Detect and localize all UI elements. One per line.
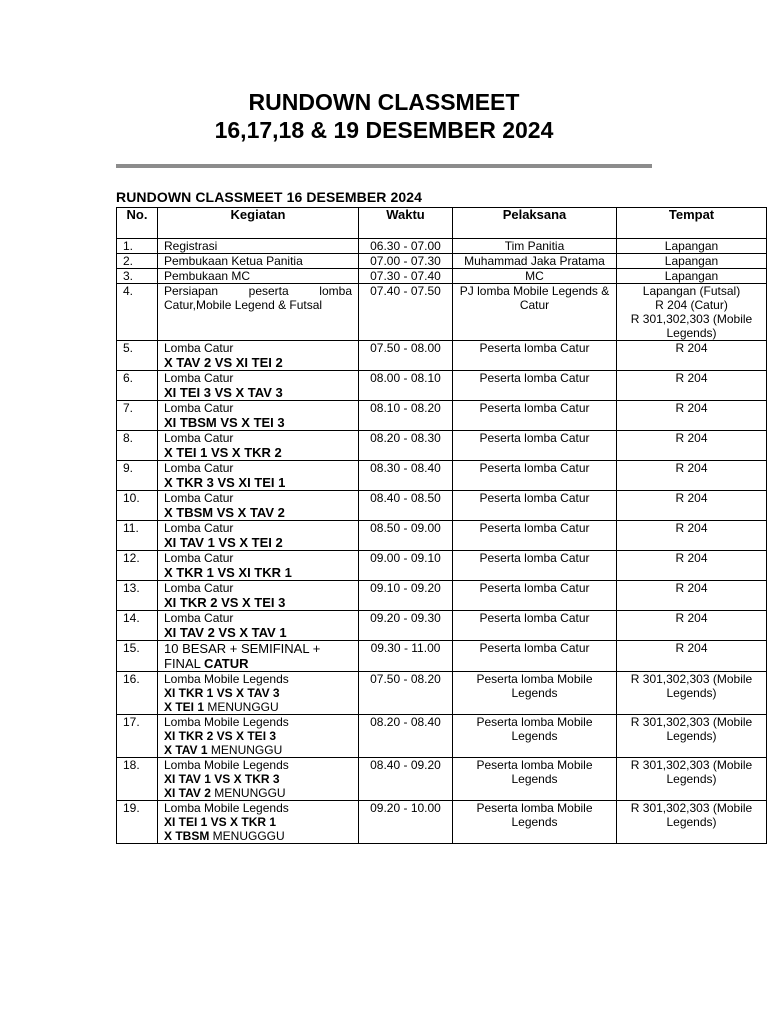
venue-line: Lapangan (Futsal) <box>642 284 741 298</box>
venue-cell: R 204 <box>617 491 767 521</box>
activity-cell <box>158 758 359 801</box>
match-pairing: X TKR 3 VS XI TEI 1 <box>164 475 286 490</box>
activity-label: Lomba Catur <box>164 491 234 505</box>
activity-cell <box>158 341 359 371</box>
activity-label: Lomba Catur <box>164 401 234 415</box>
venue-cell: R 204 <box>617 641 767 672</box>
time-cell: 09.30 - 11.00 <box>359 641 453 672</box>
venue-cell: Lapangan <box>617 254 767 269</box>
row-number: 19. <box>117 801 158 844</box>
activity-cell <box>158 431 359 461</box>
venue-cell: R 301,302,303 (Mobile Legends) <box>617 758 767 801</box>
waiting-team-name: XI TAV 2 <box>164 786 211 800</box>
match-pairing: XI TKR 2 VS X TEI 3 <box>164 729 277 743</box>
table-row <box>117 401 767 431</box>
venue-cell: R 204 <box>617 611 767 641</box>
row-number: 6. <box>117 371 158 401</box>
table-row <box>117 581 767 611</box>
time-cell: 07.00 - 07.30 <box>359 254 453 269</box>
time-cell: 08.20 - 08.30 <box>359 431 453 461</box>
organizer-cell: Peserta lomba Catur <box>453 431 617 461</box>
document-title: RUNDOWN CLASSMEET <box>248 89 520 115</box>
match-pairing: X TEI 1 VS X TKR 2 <box>164 445 282 460</box>
row-number: 1. <box>117 239 158 254</box>
match-pairing: XI TAV 1 VS X TKR 3 <box>164 772 280 786</box>
venue-cell: Lapangan <box>617 239 767 254</box>
activity-cell <box>158 521 359 551</box>
activity-label: Lomba Catur <box>164 371 234 385</box>
organizer-cell: Peserta lomba Catur <box>453 521 617 551</box>
time-cell: 08.40 - 08.50 <box>359 491 453 521</box>
row-number: 2. <box>117 254 158 269</box>
waiting-team-name: X TEI 1 <box>164 700 205 714</box>
organizer-cell: Tim Panitia <box>453 239 617 254</box>
time-cell: 09.10 - 09.20 <box>359 581 453 611</box>
venue-cell: Lapangan <box>617 269 767 284</box>
venue-cell: R 301,302,303 (Mobile Legends) <box>617 672 767 715</box>
table-row <box>117 491 767 521</box>
waiting-label: MENUGGGU <box>209 829 285 843</box>
table-row <box>117 801 767 844</box>
activity-cell <box>158 491 359 521</box>
organizer-cell: Peserta lomba Catur <box>453 341 617 371</box>
match-pairing: X TBSM VS X TAV 2 <box>164 505 285 520</box>
row-number: 3. <box>117 269 158 284</box>
row-number: 8. <box>117 431 158 461</box>
table-row <box>117 341 767 371</box>
activity-cell <box>158 672 359 715</box>
table-row <box>117 371 767 401</box>
venue-cell: R 204 <box>617 401 767 431</box>
organizer-cell: Peserta lomba Mobile Legends <box>453 758 617 801</box>
match-pairing: XI TEI 3 VS X TAV 3 <box>164 385 283 400</box>
activity-cell <box>158 641 359 672</box>
table-row <box>117 715 767 758</box>
waiting-team <box>164 743 352 757</box>
activity-cell <box>158 401 359 431</box>
activity-label: Lomba Catur <box>164 461 234 475</box>
activity-label: Lomba Catur <box>164 521 234 535</box>
time-cell: 08.50 - 09.00 <box>359 521 453 551</box>
activity-cell: Pembukaan Ketua Panitia <box>158 254 359 269</box>
waiting-team <box>164 829 352 843</box>
table-row <box>117 431 767 461</box>
match-pairing: XI TBSM VS X TEI 3 <box>164 415 285 430</box>
venue-cell: R 204 <box>617 581 767 611</box>
waiting-team-name: X TAV 1 <box>164 743 208 757</box>
organizer-cell: MC <box>453 269 617 284</box>
time-cell: 08.10 - 08.20 <box>359 401 453 431</box>
venue-cell: R 204 <box>617 551 767 581</box>
rundown-table <box>116 207 767 844</box>
time-cell: 07.40 - 07.50 <box>359 284 453 341</box>
activity-label: 10 BESAR + SEMIFINAL + <box>164 641 321 656</box>
venue-cell: R 204 <box>617 521 767 551</box>
activity-label: Lomba Mobile Legends <box>164 715 289 729</box>
activity-label: Lomba Catur <box>164 611 234 625</box>
table-row <box>117 758 767 801</box>
table-row <box>117 611 767 641</box>
venue-cell: R 204 <box>617 371 767 401</box>
venue-cell: R 301,302,303 (Mobile Legends) <box>617 715 767 758</box>
time-cell: 08.30 - 08.40 <box>359 461 453 491</box>
organizer-cell: Peserta lomba Catur <box>453 371 617 401</box>
organizer-cell: Peserta lomba Catur <box>453 551 617 581</box>
activity-cell: Persiapan peserta lomba Catur,Mobile Legend & Futsal <box>158 284 359 341</box>
table-row <box>117 239 767 254</box>
column-header-pelaksana: Pelaksana <box>453 208 617 239</box>
row-number: 10. <box>117 491 158 521</box>
time-cell: 09.20 - 09.30 <box>359 611 453 641</box>
column-header-kegiatan: Kegiatan <box>158 208 359 239</box>
time-cell: 08.00 - 08.10 <box>359 371 453 401</box>
row-number: 13. <box>117 581 158 611</box>
organizer-cell: Peserta lomba Catur <box>453 401 617 431</box>
activity-label-continued <box>164 656 352 671</box>
venue-line: R 301,302,303 (Mobile Legends) <box>630 312 753 340</box>
waiting-label: MENUNGGU <box>204 700 279 714</box>
match-pairing: XI TKR 1 VS X TAV 3 <box>164 686 280 700</box>
table-header-row <box>117 208 767 239</box>
table-row <box>117 672 767 715</box>
time-cell: 09.00 - 09.10 <box>359 551 453 581</box>
activity-cell <box>158 611 359 641</box>
table-row <box>117 284 767 341</box>
row-number: 7. <box>117 401 158 431</box>
activity-cell: Registrasi <box>158 239 359 254</box>
organizer-cell: Peserta lomba Mobile Legends <box>453 715 617 758</box>
activity-cell <box>158 551 359 581</box>
organizer-cell: Peserta lomba Catur <box>453 461 617 491</box>
activity-label: Lomba Catur <box>164 581 234 595</box>
activity-cell <box>158 371 359 401</box>
time-cell: 08.20 - 08.40 <box>359 715 453 758</box>
activity-label-plain: FINAL <box>164 656 204 671</box>
table-row <box>117 461 767 491</box>
time-cell: 07.50 - 08.00 <box>359 341 453 371</box>
section-heading: RUNDOWN CLASSMEET 16 DESEMBER 2024 <box>116 189 423 205</box>
time-cell: 08.40 - 09.20 <box>359 758 453 801</box>
match-pairing: X TKR 1 VS XI TKR 1 <box>164 565 292 580</box>
activity-label: Lomba Mobile Legends <box>164 758 289 772</box>
organizer-cell: Peserta lomba Mobile Legends <box>453 801 617 844</box>
waiting-label: MENUNGGU <box>210 786 286 800</box>
waiting-team <box>164 786 352 800</box>
activity-cell <box>158 801 359 844</box>
activity-label: Lomba Mobile Legends <box>164 801 289 815</box>
activity-cell <box>158 715 359 758</box>
match-pairing: XI TKR 2 VS X TEI 3 <box>164 595 286 610</box>
activity-label: Lomba Catur <box>164 431 234 445</box>
match-pairing: XI TEI 1 VS X TKR 1 <box>164 815 277 829</box>
venue-cell: R 301,302,303 (Mobile Legends) <box>617 801 767 844</box>
table-row <box>117 269 767 284</box>
activity-cell <box>158 581 359 611</box>
waiting-team <box>164 700 352 714</box>
venue-cell: R 204 <box>617 341 767 371</box>
time-cell: 07.50 - 08.20 <box>359 672 453 715</box>
activity-label-bold: CATUR <box>203 656 249 671</box>
venue-cell: R 204 <box>617 461 767 491</box>
organizer-cell: Muhammad Jaka Pratama <box>453 254 617 269</box>
activity-label: Lomba Catur <box>164 341 234 355</box>
organizer-cell: PJ lomba Mobile Legends & Catur <box>453 284 617 341</box>
row-number: 11. <box>117 521 158 551</box>
waiting-label: MENUNGGU <box>207 743 283 757</box>
column-header-waktu: Waktu <box>359 208 453 239</box>
match-pairing: XI TAV 1 VS X TEI 2 <box>164 535 283 550</box>
time-cell: 07.30 - 07.40 <box>359 269 453 284</box>
document-date-range: 16,17,18 & 19 DESEMBER 2024 <box>214 117 554 143</box>
row-number: 9. <box>117 461 158 491</box>
table-row <box>117 641 767 672</box>
activity-cell: Pembukaan MC <box>158 269 359 284</box>
activity-label: Lomba Catur <box>164 551 234 565</box>
venue-cell <box>617 284 767 341</box>
row-number: 17. <box>117 715 158 758</box>
table-row <box>117 254 767 269</box>
row-number: 12. <box>117 551 158 581</box>
row-number: 18. <box>117 758 158 801</box>
row-number: 14. <box>117 611 158 641</box>
organizer-cell: Peserta lomba Catur <box>453 491 617 521</box>
organizer-cell: Peserta lomba Catur <box>453 641 617 672</box>
organizer-cell: Peserta lomba Mobile Legends <box>453 672 617 715</box>
organizer-cell: Peserta lomba Catur <box>453 581 617 611</box>
row-number: 5. <box>117 341 158 371</box>
activity-label: Lomba Mobile Legends <box>164 672 289 686</box>
organizer-cell: Peserta lomba Catur <box>453 611 617 641</box>
waiting-team-name: X TBSM <box>164 829 210 843</box>
column-header-tempat: Tempat <box>617 208 767 239</box>
table-row <box>117 551 767 581</box>
table-row <box>117 521 767 551</box>
title-divider <box>116 164 652 168</box>
venue-line: R 204 (Catur) <box>655 298 728 312</box>
venue-cell: R 204 <box>617 431 767 461</box>
row-number: 15. <box>117 641 158 672</box>
time-cell: 06.30 - 07.00 <box>359 239 453 254</box>
match-pairing: X TAV 2 VS XI TEI 2 <box>164 355 283 370</box>
match-pairing: XI TAV 2 VS X TAV 1 <box>164 625 287 640</box>
time-cell: 09.20 - 10.00 <box>359 801 453 844</box>
activity-cell <box>158 461 359 491</box>
row-number: 4. <box>117 284 158 341</box>
column-header-no: No. <box>117 208 158 239</box>
row-number: 16. <box>117 672 158 715</box>
